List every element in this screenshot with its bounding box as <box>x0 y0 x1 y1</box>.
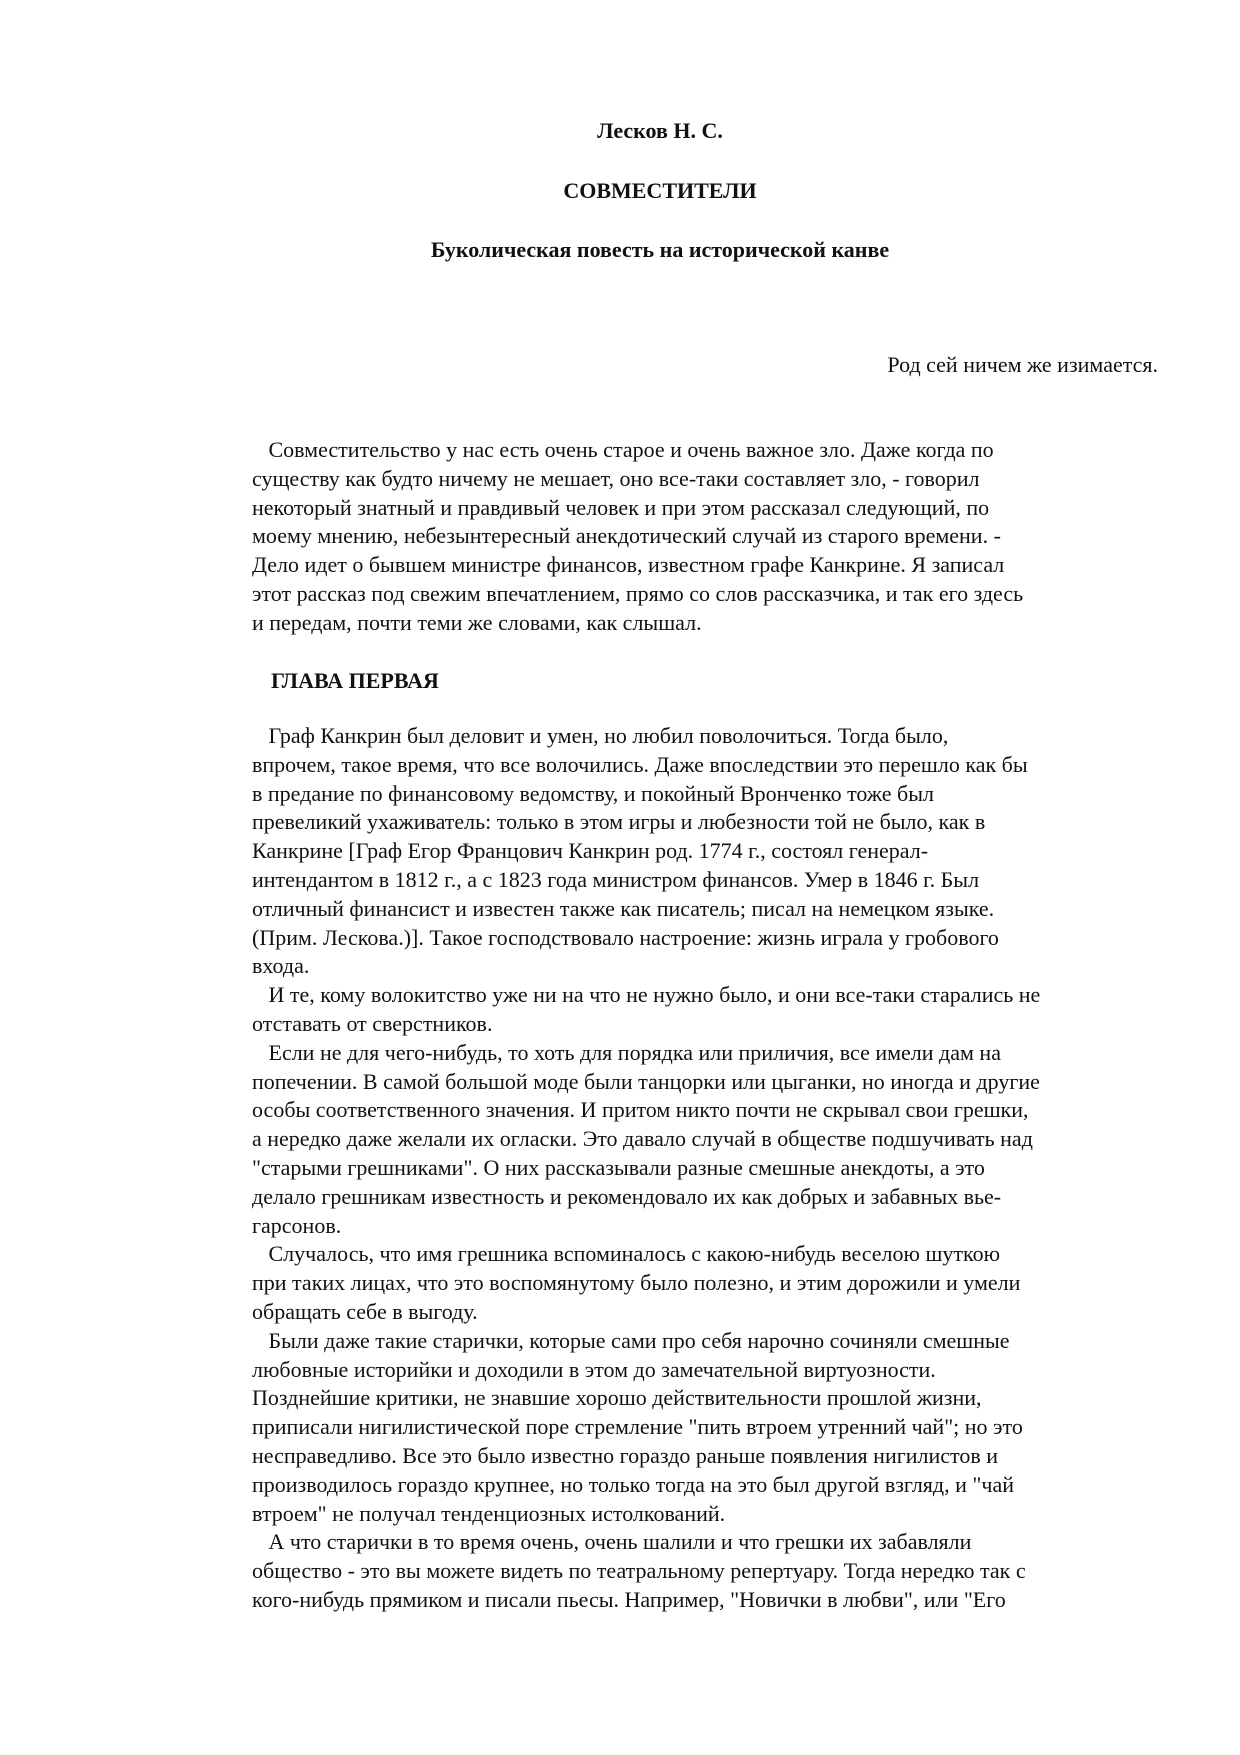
text-line: приписали нигилистической поре стремление "пить втроем утренний чай"; но это <box>252 1414 1023 1440</box>
work-subtitle: Буколическая повесть на исторической канве <box>430 237 890 262</box>
author-heading: Лесков Н. С. <box>597 118 723 143</box>
text-line: Дело идет о бывшем министре финансов, известном графе Канкрине. Я записал <box>252 552 1005 578</box>
text-line: некоторый знатный и правдивый человек и при этом рассказал следующий, по <box>252 494 990 520</box>
text-line: делало грешникам известность и рекомендовало их как добрых и забавных вье- <box>252 1183 1002 1209</box>
text-line: особы соответственного значения. И притом никто почти не скрывал свои грешки, <box>252 1097 1029 1123</box>
text-line: "старыми грешниками". О них рассказывали разные смешные анекдоты, а это <box>252 1154 985 1180</box>
epigraph: Род сей ничем же изимается. <box>887 352 1158 377</box>
text-line: в предание по финансовому ведомству, и покойный Вронченко тоже был <box>252 780 935 806</box>
text-line: несправедливо. Все это было известно гораздо раньше появления нигилистов и <box>252 1442 999 1468</box>
chapter-text <box>252 722 1158 1615</box>
text-line: Граф Канкрин был деловит и умен, но любил поволочиться. Тогда было, <box>252 723 949 748</box>
work-title: СОВМЕСТИТЕЛИ <box>563 178 757 203</box>
text-line: гарсонов. <box>252 1212 342 1238</box>
chapter-heading: ГЛАВА ПЕРВАЯ <box>271 668 439 693</box>
text-line: Канкрине [Граф Егор Францович Канкрин род. 1774 г., состоял генерал- <box>252 838 929 864</box>
text-line: попечении. В самой большой моде были танцорки или цыганки, но иногда и другие <box>252 1068 1040 1094</box>
text-line: (Прим. Лескова.)]. Такое господствовало настроение: жизнь играла у гробового <box>252 924 999 950</box>
text-line: существу как будто ничему не мешает, оно все-таки составляет зло, - говорил <box>252 465 980 491</box>
text-line: общество - это вы можете видеть по театральному репертуару. Тогда нередко так с <box>252 1558 1026 1584</box>
intro-paragraph <box>252 436 1158 638</box>
text-line: Были даже такие старички, которые сами про себя нарочно сочиняли смешные <box>252 1327 1010 1353</box>
text-line: обращать себе в выгоду. <box>252 1298 478 1324</box>
text-line: и передам, почти теми же словами, как слышал. <box>252 609 702 635</box>
text-line: превеликий ухаживатель: только в этом игры и любезности той не было, как в <box>252 809 986 835</box>
text-line: при таких лицах, что это воспомянутому было полезно, и этим дорожили и умели <box>252 1270 1021 1296</box>
text-line: этот рассказ под свежим впечатлением, прямо со слов рассказчика, и так его здесь <box>252 580 1024 606</box>
text-line: кого-нибудь прямиком и писали пьесы. Например, "Новички в любви", или "Его <box>252 1586 1006 1612</box>
text-line: Позднейшие критики, не знавшие хорошо действительности прошлой жизни, <box>252 1385 982 1411</box>
text-line: Совместительство у нас есть очень старое и очень важное зло. Даже когда по <box>252 437 994 462</box>
text-line: отличный финансист и известен также как писатель; писал на немецком языке. <box>252 895 995 921</box>
text-line: отставать от сверстников. <box>252 1010 493 1036</box>
text-line: производилось гораздо крупнее, но только тогда на это был другой взгляд, и "чай <box>252 1471 1014 1497</box>
text-line: впрочем, такое время, что все волочились. Даже впоследствии это перешло как бы <box>252 751 1028 777</box>
text-line: втроем" не получал тенденциозных истолкований. <box>252 1500 726 1526</box>
text-line: И те, кому волокитство уже ни на что не нужно было, и они все-таки старались не <box>252 982 1041 1008</box>
text-line: интендантом в 1812 г., а с 1823 года министром финансов. Умер в 1846 г. Был <box>252 866 980 892</box>
text-line: моему мнению, небезынтересный анекдотический случай из старого времени. - <box>252 523 1001 549</box>
text-line: Случалось, что имя грешника вспоминалось с какою-нибудь веселою шуткою <box>252 1241 1001 1267</box>
text-line: входа. <box>252 953 310 979</box>
text-line: а нередко даже желали их огласки. Это давало случай в обществе подшучивать над <box>252 1126 1033 1152</box>
text-line: Если не для чего-нибудь, то хоть для порядка или приличия, все имели дам на <box>252 1039 1001 1065</box>
text-line: А что старички в то время очень, очень шалили и что грешки их забавляли <box>252 1529 972 1555</box>
text-line: любовные историйки и доходили в этом до замечательной виртуозности. <box>252 1356 936 1382</box>
